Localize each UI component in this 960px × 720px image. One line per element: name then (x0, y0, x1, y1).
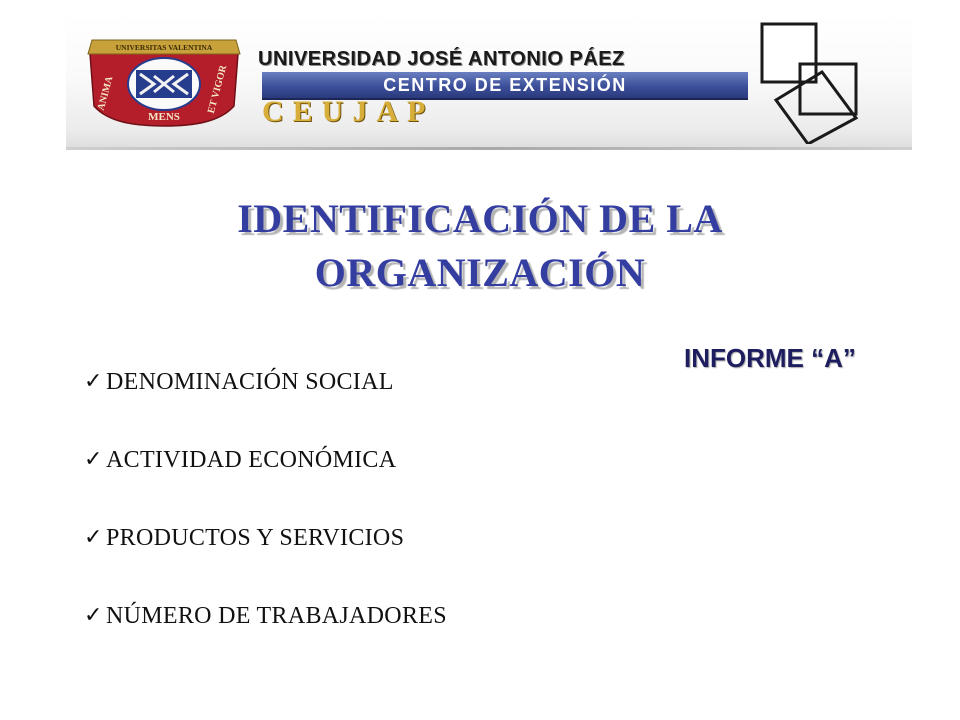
checklist-item-text: ACTIVIDAD ECONÓMICA (106, 447, 397, 473)
checkmark-icon: ✓ (84, 369, 103, 394)
seal-motto-left: ANIMA (95, 75, 116, 112)
university-seal-emblem (84, 36, 244, 128)
seal-motto-bottom: MENS (148, 111, 180, 123)
slide-title-line-1: IDENTIFICACIÓN DE LA (237, 196, 723, 241)
checkmark-icon: ✓ (84, 447, 103, 472)
university-seal-logo (84, 36, 244, 128)
header-divider (66, 147, 912, 150)
overlapping-squares-icon (744, 20, 894, 144)
overlapping-squares-logo (744, 20, 894, 144)
checklist-item-text: DENOMINACIÓN SOCIAL (106, 369, 394, 395)
university-name: UNIVERSIDAD JOSÉ ANTONIO PÁEZ (258, 48, 625, 70)
checkmark-icon: ✓ (84, 525, 103, 550)
checklist (84, 362, 447, 674)
department-name: CENTRO DE EXTENSIÓN (383, 75, 627, 95)
checklist-item (84, 596, 447, 674)
checklist-item (84, 362, 447, 440)
report-label: INFORME “A” (684, 343, 856, 373)
checklist-item (84, 518, 447, 596)
checklist-item (84, 440, 447, 518)
checkmark-icon: ✓ (84, 603, 103, 628)
slide-title (0, 192, 960, 300)
slide-title-line-2: ORGANIZACIÓN (314, 250, 646, 295)
logo-square-upper (762, 24, 816, 82)
seal-motto-right: ET VIGOR (205, 64, 230, 115)
acronym-wordmark: CEUJAP (262, 95, 435, 128)
checklist-item-text: NÚMERO DE TRABAJADORES (106, 603, 447, 629)
checklist-item-text: PRODUCTOS Y SERVICIOS (106, 525, 405, 551)
seal-motto-top: UNIVERSITAS VALENTINA (115, 43, 213, 52)
